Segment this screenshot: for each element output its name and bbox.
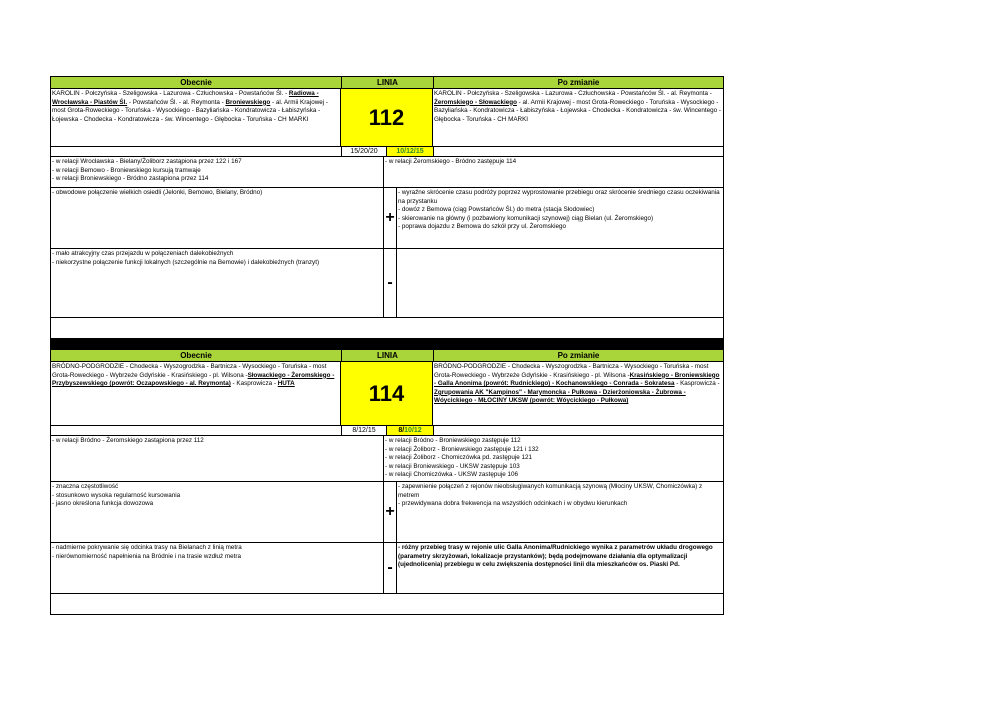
header-line: LINIA	[342, 350, 434, 361]
plus-sign: +	[384, 482, 397, 542]
header-before: Obecnie	[51, 350, 342, 361]
spacer-row	[51, 594, 723, 614]
advantages-after: - wyraźne skrócenie czasu podróży poprzez wyprostowanie przebiegu oraz skrócenie średniego czasu oczekiwania na przystanku - dowóz z Bemowa (ciąg Powstańców Śl.) do metra (stacja Słodowiec) - skierowanie na główny (i pozbawiony komunikacji szynowej) ciąg Bielan (ul. Żeromskiego) - poprawa dojazdu z Bemowa do szkół przy ul. Żeromskiego	[398, 189, 720, 231]
header-line: LINIA	[342, 77, 434, 88]
route-after: KAROLIN - Połczyńska - Szeligowska - Lazurowa - Człuchowska - Powstańców Śl. - al. Reymonta - Żeromskiego - Słowackiego - al. Armii Krajowej - most Grota-Roweckiego - Toruńska - Wysockiego - Bazyliańska - Kondratowicza - Łabiszyńska - Łojewska - Chodecka - Kondratowicza - św. Wincentego - Głębocka - Toruńska - CH MARKI	[434, 90, 721, 123]
separator-bar	[51, 339, 723, 349]
dates-row	[51, 426, 723, 436]
replacement-before: - w relacji Bródno - Żeromskiego zastąpiona przez 112	[51, 436, 384, 481]
plus-sign: +	[384, 188, 397, 248]
route-before: BRÓDNO-PODGRODZIE - Chodecka - Wyszogrodzka - Bartnicza - Wysockiego - Toruńska - most Grota-Roweckiego - Wybrzeże Gdyńskie - Krasińskiego - pl. Wilsona -Słowackiego - Żeromskiego - Przybyszewskiego (powrót: Oczapowskiego - al. Reymonta) - Kasprowicza - HUTA	[51, 362, 341, 425]
advantages-before: - obwodowe połączenie wielkich osiedli (Jelonki, Bemowo, Bielany, Bródno)	[51, 188, 384, 248]
date-new: 10/12/15	[387, 147, 434, 156]
route-after: BRÓDNO-PODGRODZIE - Chodecka - Wyszogrodzka - Bartnicza - Wysockiego - Toruńska - most Grota-Roweckiego - Wybrzeże Gdyńskie - Krasińskiego - pl. Wilsona -Krasińskiego - Broniewskiego - Galla Anonima (powrót: Rudnickiego) - Kochanowskiego - Conrada - Sokratesa - Kasprowicza - Zgrupowania AK "Kampinos" - Marymoncka - Pułkowa - Dzierżoniowska - Żubrowa - Wóycickiego - MŁOCINY UKSW (powrót: Wóycickiego - Pułkowa)	[434, 363, 720, 405]
line-112-block	[50, 76, 724, 350]
spreadsheet	[50, 76, 724, 615]
replacement-after: - w relacji Żeromskiego - Bródno zastępuje 114	[385, 158, 517, 165]
disadvantages-after	[397, 249, 723, 317]
disadvantages-after: - różny przebieg trasy w rejonie ulic Galla Anonima/Rudnickiego wynika z parametrów układu drogowego (parametry skrzyżowań, lokalizacje przystanków); będą podejmowane działania dla optymalizacji (ujednolicenia) przebiegu w celu zwiększenia dostępności linii dla mieszkańców os. Piaski Pd.	[398, 544, 713, 569]
replacement-after: - w relacji Bródno - Broniewskiego zastępuje 112 - w relacji Żoliborz - Broniewskiego zastępuje 121 i 132 - w relacji Żoliborz - Chomiczówka pd. zastępuje 121 - w relacji Broniewskiego - UKSW zastępuje 103 - w relacji Chomiczówka - UKSW zastępuje 106	[385, 437, 539, 479]
spacer-row	[51, 318, 723, 339]
date-old: 8/12/15	[342, 426, 387, 435]
header-after: Po zmianie	[557, 351, 600, 360]
table-header	[51, 350, 723, 362]
table-header	[51, 77, 723, 89]
line-number: 114	[341, 362, 433, 425]
date-old: 15/20/20	[342, 147, 387, 156]
minus-sign: -	[384, 543, 397, 593]
replacement-before: - w relacji Wrocławska - Bielany/Żoliborz zastąpiona przez 122 i 167 - w relacji Bemowo - Broniewskiego kursują tramwaje - w relacji Broniewskiego - Bródno zastąpiona przez 114	[51, 157, 384, 187]
header-before: Obecnie	[51, 77, 342, 88]
header-after: Po zmianie	[557, 78, 600, 87]
minus-sign: -	[384, 249, 397, 317]
dates-row	[51, 147, 723, 157]
line-114-block	[50, 350, 724, 615]
disadvantages-before: - mało atrakcyjny czas przejazdu w połączeniach dalekobieżnych - niekorzystne połączenie funkcji lokalnych (szczególnie na Bemowie) i dalekobieżnych (tranzyt)	[51, 249, 384, 317]
advantages-before: - znaczna częstotliwość - stosunkowo wysoka regularność kursowania - jasno określona funkcja dowozowa	[51, 482, 384, 542]
line-number: 112	[341, 89, 433, 146]
date-new: 8/10/12	[387, 426, 434, 435]
route-before: KAROLIN - Połczyńska - Szeligowska - Lazurowa - Człuchowska - Powstańców Śl. - Radiowa - Wrocławska - Piastów Śl. - Powstańców Śl. - al. Reymonta - Broniewskiego - al. Armii Krajowej - most Grota-Roweckiego - Toruńska - Wysockiego - Bazyliańska - Kondratowicza - Łabiszyńska - Łojewska - Chodecka - Kondratowicza - św. Wincentego - Głębocka - Toruńska - CH MARKI	[51, 89, 341, 146]
advantages-after: - zapewnienie połączeń z rejonów nieobsługiwanych komunikacją szynową (Młociny UKSW, Chomiczówka) z metrem - przewidywana dobra frekwencja na wszystkich odcinkach i w obydwu kierunkach	[398, 483, 703, 508]
disadvantages-before: - nadmierne pokrywanie się odcinka trasy na Bielanach z linią metra - nierównomierność napełnienia na Bródnie i na trasie wzdłuż metra	[51, 543, 384, 593]
